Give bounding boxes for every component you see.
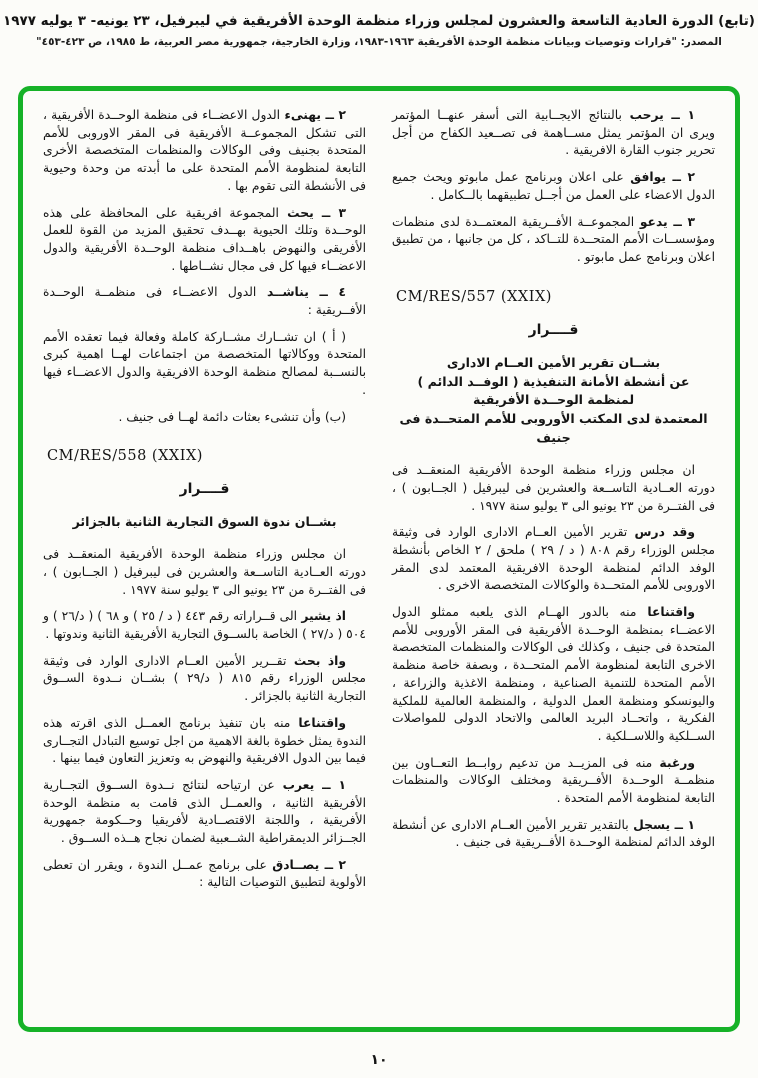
- paragraph-lead: اذ يشير: [297, 609, 347, 624]
- resolution-subitem-b: [43, 409, 366, 427]
- paragraph-text: ان مجلس وزراء منظمة الوحدة الأفريقية المنعقــد فى دورته العــادية التاســعة والعشرين فى ليبرفيل ( الجــابون ) ، فى الفتــرة من ٢٣ يونيو الى ٣ يوليو سنة ١٩٧٧ .: [392, 463, 715, 513]
- header-session-title: (تابع) الدورة العادية التاسعة والعشرون لمجلس وزراء منظمة الوحدة الأفريقية في ليبرفيل، ٢٣ يونيه- ٣ يوليه ١٩٧٧: [3, 13, 755, 29]
- paragraph-text: بالتقدير تقرير الأمين العــام الادارى عن أنشطة الوفد الدائم لمنظمة الوحــدة الأفــريقية فى جنيف .: [392, 817, 715, 850]
- resolution-paragraph: [43, 715, 366, 768]
- paragraph-lead: ١ ــ يعرب: [274, 777, 346, 792]
- page-frame: [18, 86, 740, 1032]
- resolution-paragraph: [392, 524, 715, 595]
- header-source-line: المصدر: "قرارات وتوصيات وبيانات منظمة الوحدة الأفريقية ١٩٦٣-١٩٨٣، وزارة الخارجية، جمهورية مصر العربية، ط ١٩٨٥، ص ٤٢٣-٤٥٣": [36, 36, 722, 48]
- paragraph-text: عن ارتياحه لنتائج نــدوة الســوق التجــارية الأفريقية الثانية ، والعمــل الذى قامت به منظمة الوحدة الأفريقية ، واللجنة الاقتصــادية لأفريقيا وحــكومة جمهورية الجــزائر الديمقراطية الشــعبية لضمان نجاح هــذه الســوق .: [43, 777, 366, 846]
- paragraph-text: ( أ ) ان تشــارك مشــاركة كاملة وفعالة فيما تعقده الأمم المتحدة ووكالاتها المتخصصة من اجتماعات لهــا اهمية كبرى بالنســبة لمصالح منظمة الوحدة الافريقية والدول الاعضــاء فيها .: [43, 329, 366, 397]
- resolution-paragraph: [392, 817, 715, 852]
- resolution-heading: قــــرار: [179, 481, 230, 498]
- paragraph-lead: ٢ ــ يوافق: [623, 170, 695, 185]
- resolution-paragraph: [392, 214, 715, 267]
- paragraph-text: الى قــراراته رقم ٤٤٣ ( د / ٢٥ ) و ٦٨ ) ( د/٢٦ ) و ٥٠٤ ( د/٢٧ ) الخاصة بالســوق التجارية الأفريقية الثانية وندوتها .: [43, 609, 366, 641]
- resolution-heading: قــــرار: [528, 321, 579, 338]
- paragraph-lead: واقتناعا: [290, 715, 346, 730]
- document-header: [0, 0, 758, 48]
- paragraph-text: منه بان تنفيذ برنامج العمــل الذى اقرته هذه الندوة يمثل خطوة بالغة الاهمية من اجل توسيع التبادل التجــارى فيما بين الدول الافريقية والنهوض به وتعزيز التعاون فيما بينها .: [43, 715, 366, 766]
- paragraph-text: على اعلان وبرنامج عمل مابوتو ويحث جميع الدول الاعضاء على العمل من أجــل تطبيقهما بالــكامل .: [392, 170, 715, 202]
- resolution-paragraph: [392, 169, 715, 204]
- two-column-layout: [43, 107, 715, 1017]
- right-column: [392, 107, 715, 1017]
- resolution-title-line: بشــان ندوة السوق التجارية الثانية بالجزائر: [72, 514, 337, 530]
- resolution-paragraph: [43, 608, 366, 643]
- page-number: ١٠: [370, 1052, 388, 1068]
- resolution-paragraph: [392, 604, 715, 746]
- resolution-paragraph: [43, 205, 366, 276]
- resolution-paragraph: [43, 777, 366, 848]
- resolution-title-line: عن أنشطة الأمانة التنفيذية ( الوفــد الدائم ): [417, 373, 690, 389]
- paragraph-lead: ٣ ــ يحث: [278, 205, 347, 220]
- paragraph-text: على برنامج عمــل الندوة ، ويقرر ان تعطى الأولوية لتطبيق التوصيات التالية :: [43, 857, 366, 890]
- paragraph-lead: ٣ ــ يدعو: [634, 214, 695, 229]
- resolution-title: [392, 354, 715, 448]
- resolution-paragraph: [392, 107, 715, 160]
- paragraph-text: منه بالدور الهــام الذى يلعبه ممثلو الدول الاعضــاء بمنظمة الوحــدة الأفريقية فى المقر الأوروبى للأمم المتحدة فى جنيف ، وكذلك فى الوكالات والمنظمات المتخصصة الاخرى التابعة لمنظومة الأمم المتحــدة ، وبصفة خاصة منظمة الأمم المتحدة للتنمية الصناعية ، ومنظمة الاغذية والزراعة ، واليونسكو ومنظمة العمل الدولية ، والمنظمة العالمية للملكية الفكرية ، واتحــاد البريد العالمى والاتحاد الدولى للمواصلات الســلكية واللاســلكية .: [392, 605, 715, 743]
- resolution-title-line: بشــان تقرير الأمين العــام الادارى: [446, 354, 661, 370]
- left-column: [43, 107, 366, 1017]
- paragraph-text: تقرير الأمين العــام الادارى الوارد فى وثيقة مجلس الوزراء رقم ٨٠٨ ( د / ٢٩ ) ملحق / ٢ الخاص بأنشطة الوفد الدائم لمنظمة الوحدة الافريقية المعتمد لدى المقر الاوروبى للأمم المتحــدة والوكالات المتخصصة الاخرى .: [392, 525, 715, 593]
- paragraph-text: منه فى المزيــد من تدعيم روابــط التعــاون بين منظمــة الوحــدة الأفــريقية ومختلف الوكالات والمنظمات التابعة لمنظومة الأمم المتحدة .: [392, 755, 715, 806]
- paragraph-lead: ٢ ــ يصــادق: [266, 857, 347, 872]
- resolution-paragraph: [43, 284, 366, 319]
- resolution-title: [43, 513, 366, 532]
- paragraph-text: (ب) وأن تنشىء بعثات دائمة لهــا فى جنيف .: [118, 409, 346, 424]
- paragraph-text: بالنتائج الايجــابية التى أسفر عنهــا المؤتمر ويرى ان المؤتمر يمثل مســاهمة فى تصــعيد الكفاح من أجل تحرير جنوب القارة الافريقية .: [392, 108, 715, 158]
- paragraph-text: الدول الاعضــاء فى منظمة الوحــدة الأفريقية ، التى تشكل المجموعــة الأفريقية فى المقر الاوروبى للأمم المتحدة بجنيف وفى الوكالات والمنظمات المتخصصة الأخرى التابعة لمنظومة الأمم المتحدة على ما أبدته من وحدة وحيوية فى الأنشطة التى تقوم بها .: [43, 108, 366, 193]
- paragraph-text: ان مجلس وزراء منظمة الوحدة الأفريقية المنعقــد فى دورته العــادية التاســعة والعشرين فى ليبرفيل ( الجــابون ) ، فى الفتــرة من ٢٣ يونيو الى ٣ يوليو سنة ١٩٧٧ .: [43, 547, 366, 597]
- paragraph-lead: واذ بحث: [286, 653, 346, 668]
- resolution-paragraph: [43, 107, 366, 196]
- resolution-title-line: المعتمدة لدى المكتب الأوروبى للأمم المتحــدة فى جنيف: [399, 411, 708, 446]
- paragraph-text: المجموعة افريقية على المحافظة على هذه الوحــدة وتلك الحيوية بهــدف تحقيق المزيد من القوة للعمل الأفريقى والنهوض باهــداف منظمة الوحــدة الأفريقية والدول الاعضــاء فيها كل فى مجال نشــاطها .: [43, 205, 366, 273]
- paragraph-lead: ٢ ــ يهنىء: [280, 108, 346, 122]
- paragraph-lead: وقد درس: [627, 525, 695, 540]
- paragraph-lead: ٤ ــ يناشــد: [256, 285, 346, 300]
- paragraph-lead: واقتناعا: [636, 605, 695, 620]
- paragraph-text: تقــرير الأمين العــام الادارى الوارد فى وثيقة مجلس الوزراء رقم ٨١٥ ( د/٢٩ ) بشــان نــدوة الســوق التجارية الثانية بالجزائر .: [43, 653, 366, 704]
- resolution-paragraph: [43, 857, 366, 892]
- paragraph-lead: ١ ــ يسجل: [628, 817, 696, 832]
- resolution-subitem-a: [43, 329, 366, 400]
- resolution-paragraph: [392, 462, 715, 515]
- resolution-ref-558: CM/RES/558 (XXIX): [47, 448, 203, 465]
- resolution-paragraph: [43, 653, 366, 706]
- paragraph-lead: ١ ــ يرحب: [621, 108, 695, 122]
- paragraph-text: المجموعــة الأفــريقية المعتمــدة لدى منظمات ومؤسســات الأمم المتحــدة للتــاكد ، كل من جانبها ، من تطبيق اعلان وبرنامج عمل مابوتو .: [392, 214, 715, 264]
- resolution-paragraph: [392, 755, 715, 808]
- paragraph-text: الدول الاعضــاء فى منظمــة الوحــدة الأفــريقية :: [43, 285, 366, 318]
- resolution-paragraph: [43, 546, 366, 599]
- resolution-title-line: لمنظمة الوحــدة الأفريقية: [472, 392, 635, 408]
- resolution-ref-557: CM/RES/557 (XXIX): [396, 288, 552, 305]
- paragraph-lead: ورغبة: [652, 755, 696, 770]
